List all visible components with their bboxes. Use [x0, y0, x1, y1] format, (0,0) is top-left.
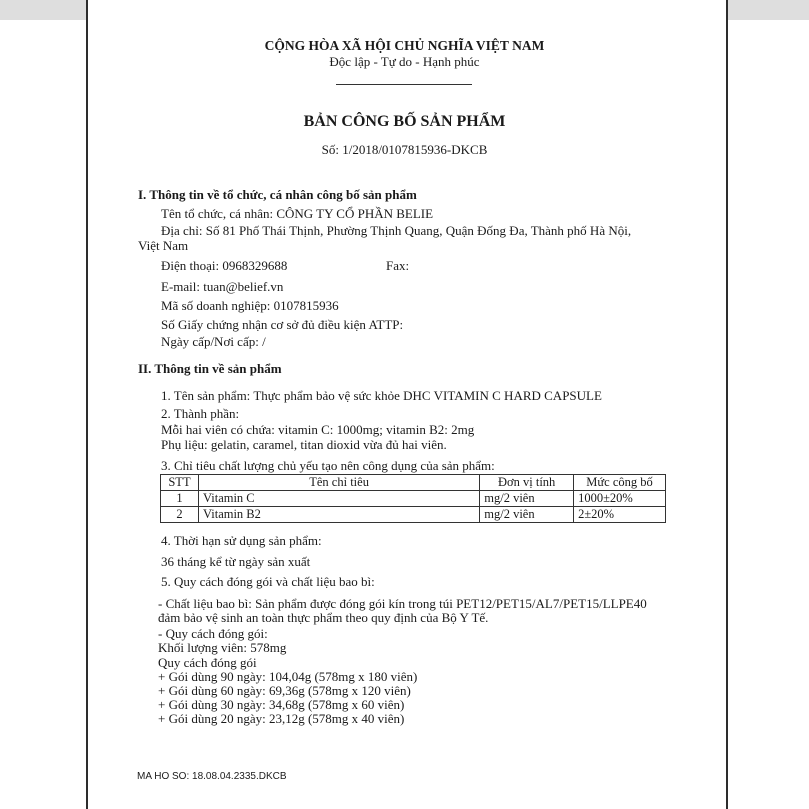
business-code: Mã số doanh nghiệp: 0107815936: [161, 298, 339, 313]
section-1-heading: I. Thông tin về tổ chức, cá nhân công bố sản phẩm: [138, 187, 417, 202]
table-cell: 1: [161, 491, 199, 507]
packaging-heading: 5. Quy cách đóng gói và chất liệu bao bì:: [161, 574, 375, 589]
table-cell: Vitamin B2: [198, 507, 479, 523]
national-motto: Độc lập - Tự do - Hạnh phúc: [329, 54, 480, 69]
table-header-row: [161, 475, 666, 491]
address-line-1: Địa chỉ: Số 81 Phố Thái Thịnh, Phường Thịnh Quang, Quận Đống Đa, Thành phố Hà Nội,: [161, 223, 632, 238]
packaging-line: Khối lượng viên: 578mg: [158, 640, 287, 655]
table-row: [161, 491, 666, 507]
phone: Điện thoại: 0968329688: [161, 258, 288, 273]
shelf-life-heading: 4. Thời hạn sử dụng sản phẩm:: [161, 533, 322, 548]
composition-main: Mỗi hai viên có chứa: vitamin C: 1000mg; vitamin B2: 2mg: [161, 422, 475, 437]
address-line-2: Việt Nam: [138, 238, 189, 253]
packaging-line: + Gói dùng 90 ngày: 104,04g (578mg x 180 viên): [158, 669, 418, 684]
table-header-cell: Đơn vị tính: [480, 475, 574, 491]
file-code: MA HO SO: 18.08.04.2335.DKCB: [137, 771, 287, 782]
composition-heading: 2. Thành phần:: [161, 406, 240, 421]
table-header-cell: Mức công bố: [574, 475, 666, 491]
issue-info: Ngày cấp/Nơi cấp: /: [161, 334, 266, 349]
packaging-line: đảm bảo vệ sinh an toàn thực phẩm theo quy định của Bộ Y Tế.: [158, 610, 489, 625]
table-cell: mg/2 viên: [480, 507, 574, 523]
food-safety-certificate: Số Giấy chứng nhận cơ sở đủ điều kiện ATTP:: [161, 317, 404, 332]
packaging-line: + Gói dùng 20 ngày: 23,12g (578mg x 40 viên): [158, 711, 405, 726]
section-2-heading: II. Thông tin về sản phẩm: [138, 361, 282, 376]
fax: Fax:: [386, 258, 410, 273]
document-title: BẢN CÔNG BỐ SẢN PHẨM: [303, 113, 506, 130]
packaging-line: + Gói dùng 30 ngày: 34,68g (578mg x 60 viên): [158, 697, 405, 712]
national-title: CỘNG HÒA XÃ HỘI CHỦ NGHĨA VIỆT NAM: [264, 38, 545, 53]
document-number: Số: 1/2018/0107815936-DKCB: [321, 142, 488, 157]
table-header-cell: STT: [161, 475, 199, 491]
table-row: [161, 507, 666, 523]
composition-excipients: Phụ liệu: gelatin, caramel, titan dioxid vừa đủ hai viên.: [161, 437, 447, 452]
packaging-line: + Gói dùng 60 ngày: 69,36g (578mg x 120 viên): [158, 683, 411, 698]
motto-underline: [336, 84, 472, 85]
table-cell: 2: [161, 507, 199, 523]
product-name: 1. Tên sản phẩm: Thực phẩm bảo vệ sức khỏe DHC VITAMIN C HARD CAPSULE: [161, 388, 602, 403]
shelf-life: 36 tháng kể từ ngày sản xuất: [161, 554, 311, 569]
org-name: Tên tổ chức, cá nhân: CÔNG TY CỔ PHẦN BELIE: [161, 206, 434, 221]
packaging-line: - Quy cách đóng gói:: [158, 626, 268, 641]
quality-table: [160, 474, 666, 523]
packaging-line: - Chất liệu bao bì: Sản phẩm được đóng gói kín trong túi PET12/PET15/AL7/PET15/LLPE40: [158, 596, 647, 611]
table-cell: 2±20%: [574, 507, 666, 523]
table-header-cell: Tên chỉ tiêu: [198, 475, 479, 491]
table-cell: mg/2 viên: [480, 491, 574, 507]
quality-heading: 3. Chỉ tiêu chất lượng chủ yếu tạo nên công dụng của sản phẩm:: [161, 458, 495, 473]
packaging-line: Quy cách đóng gói: [158, 655, 257, 670]
email: E-mail: tuan@belief.vn: [161, 279, 284, 294]
table-cell: 1000±20%: [574, 491, 666, 507]
table-cell: Vitamin C: [198, 491, 479, 507]
